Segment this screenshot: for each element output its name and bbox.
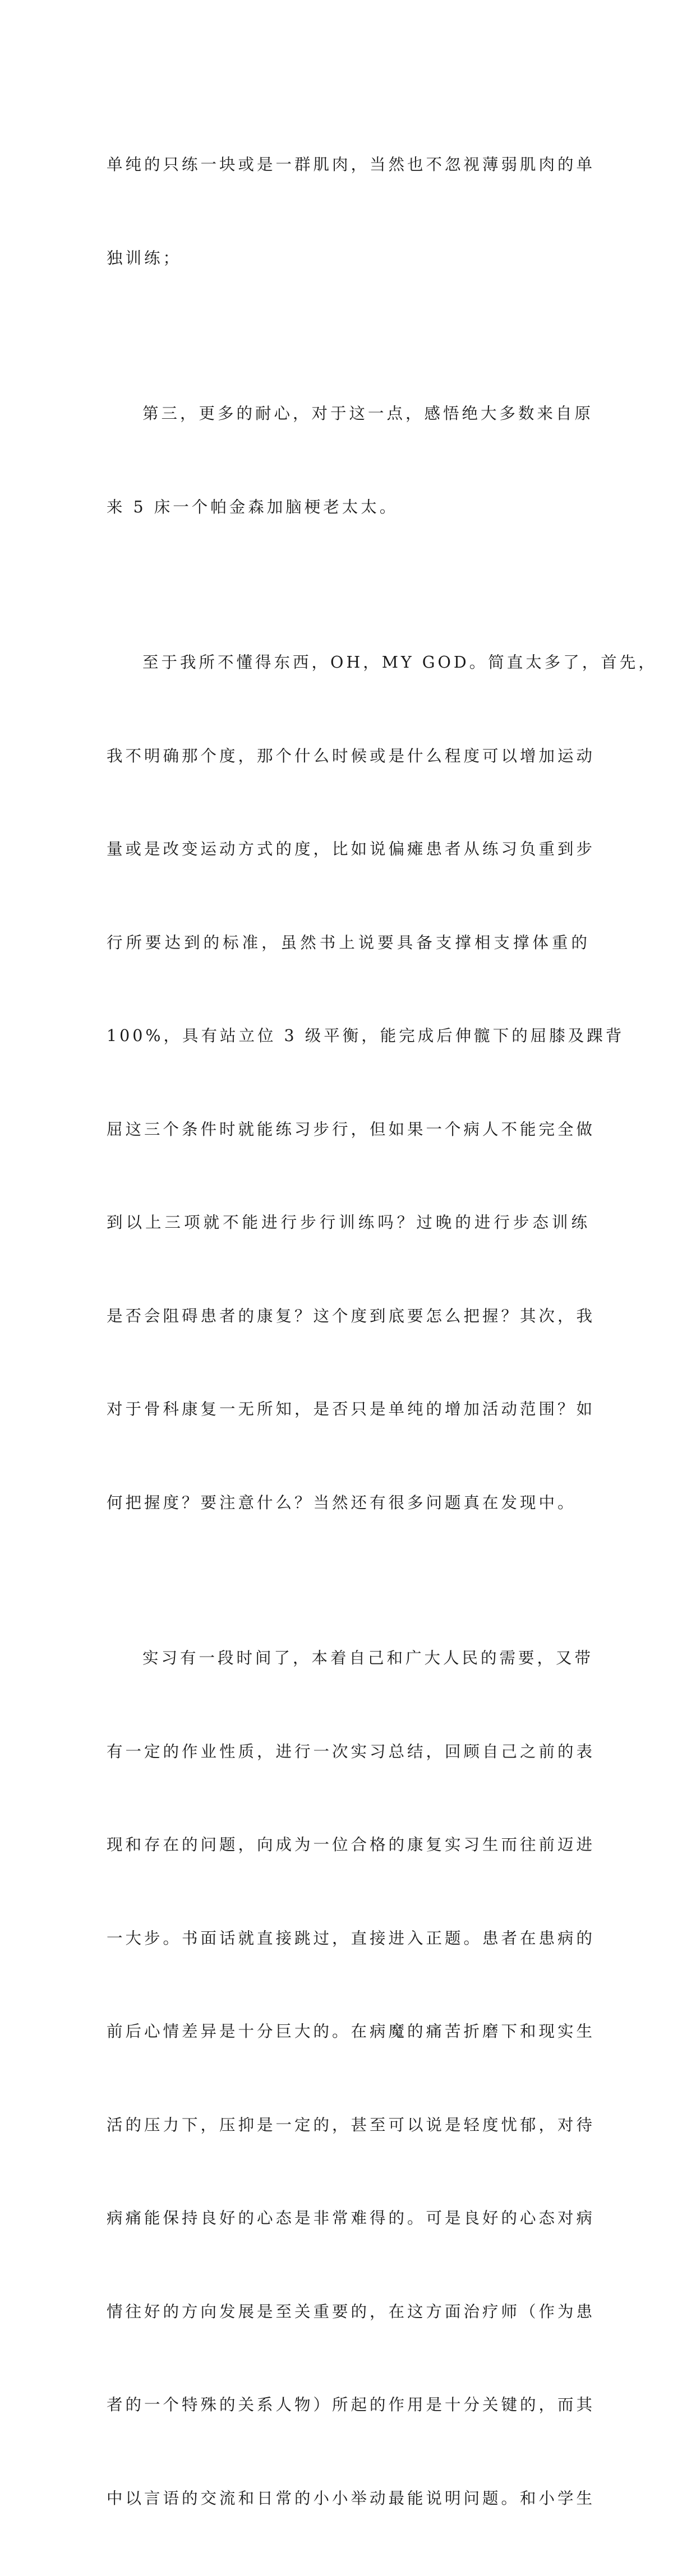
text-line: 现和存在的问题，向成为一位合格的康复实习生而往前迈进 bbox=[107, 1835, 596, 1854]
text-line: 病痛能保持良好的心态是非常难得的。可是良好的心态对病 bbox=[107, 2209, 596, 2227]
text-line: 第三，更多的耐心，对于这一点，感悟绝大多数来自原 bbox=[142, 404, 594, 423]
text-line: 行所要达到的标准，虽然书上说要具备支撑相支撑体重的 bbox=[107, 933, 590, 952]
document-body bbox=[107, 87, 657, 2576]
text-line: 活的压力下，压抑是一定的，甚至可以说是轻度忧郁，对待 bbox=[107, 2115, 596, 2134]
paragraph-3 bbox=[107, 585, 657, 1580]
text-line: 100%，具有站立位 3 级平衡，能完成后伸髋下的屈膝及踝背 bbox=[107, 1026, 625, 1045]
text-line: 何把握度？要注意什么？当然还有很多问题真在发现中。 bbox=[107, 1493, 577, 1512]
paragraph-1 bbox=[107, 87, 596, 336]
text-line: 是否会阻碍患者的康复？这个度到底要怎么把握？其次，我 bbox=[107, 1306, 596, 1325]
text-line: 对于骨科康复一无所知，是否只是单纯的增加活动范围？如 bbox=[107, 1400, 596, 1418]
text-line: 来 5 床一个帕金森加脑梗老太太。 bbox=[107, 497, 399, 516]
text-line: 量或是改变运动方式的度，比如说偏瘫患者从练习负重到步 bbox=[107, 840, 596, 858]
text-line: 前后心情差异是十分巨大的。在病魔的痛苦折磨下和现实生 bbox=[107, 2022, 596, 2041]
text-line: 一大步。书面话就直接跳过，直接进入正题。患者在患病的 bbox=[107, 1928, 596, 1948]
text-line: 至于我所不懂得东西，OH，MY GOD。简直太多了，首先， bbox=[142, 653, 657, 672]
text-line: 情往好的方向发展是至关重要的，在这方面治疗师（作为患 bbox=[107, 2302, 596, 2321]
text-line: 者的一个特殊的关系人物）所起的作用是十分关键的，而其 bbox=[107, 2395, 596, 2414]
paragraph-4 bbox=[107, 1580, 596, 2576]
text-line: 到以上三项就不能进行步行训练吗？过晚的进行步态训练 bbox=[107, 1213, 590, 1232]
paragraph-2 bbox=[107, 336, 594, 585]
text-line: 有一定的作业性质，进行一次实习总结，回顾自己之前的表 bbox=[107, 1742, 596, 1761]
text-line: 屈这三个条件时就能练习步行，但如果一个病人不能完全做 bbox=[107, 1120, 596, 1139]
text-line: 实习有一段时间了，本着自己和广大人民的需要，又带 bbox=[142, 1649, 594, 1667]
text-line: 我不明确那个度，那个什么时候或是什么程度可以增加运动 bbox=[107, 746, 596, 765]
text-line: 单纯的只练一块或是一群肌肉，当然也不忽视薄弱肌肉的单 bbox=[107, 155, 596, 174]
text-line: 独训练； bbox=[107, 248, 182, 267]
text-line: 中以言语的交流和日常的小小举动最能说明问题。和小学生 bbox=[107, 2489, 596, 2508]
